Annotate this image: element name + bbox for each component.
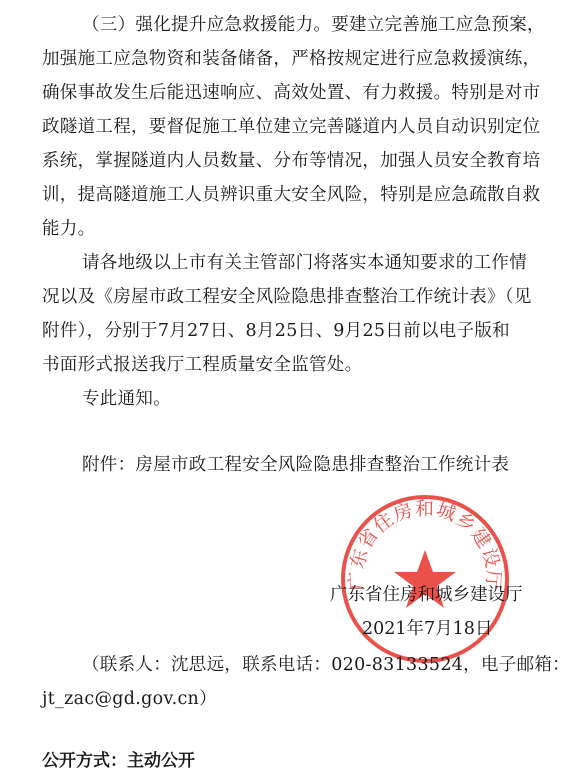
issue-date: 2021年7月18日	[362, 619, 493, 639]
p1-line-6: 训，提高隧道施工人员辨识重大安全风险，特别是应急疏散自救	[42, 185, 541, 205]
p1-line-2: 加强施工应急物资和装备储备，严格按规定进行应急救援演练，	[42, 49, 541, 69]
seal-text: 广东省住房和城乡建设厅	[345, 497, 505, 591]
disclosure-method: 公开方式：主动公开	[42, 751, 195, 771]
p1-line-5: 系统，掌握隧道内人员数量、分布等情况，加强人员安全教育培	[42, 151, 541, 171]
contact-line-1: （联系人：沈思远，联系电话：020-83133524，电子邮箱：	[82, 655, 570, 675]
p2-line-4: 书面形式报送我厅工程质量安全监管处。	[42, 355, 363, 375]
p2-line-1: 请各地级以上市有关主管部门将落实本通知要求的工作情	[82, 253, 527, 273]
attachment-link[interactable]: 附件：房屋市政工程安全风险隐患排查整治工作统计表	[82, 455, 510, 475]
p1-line-4: 政隧道工程，要督促施工单位建立完善隧道内人员自动识别定位	[42, 117, 541, 137]
issuing-organization: 广东省住房和城乡建设厅	[330, 585, 523, 605]
p2-line-3: 附件），分别于7月27日、8月25日、9月25日前以电子版和	[42, 321, 510, 341]
p1-line-3: 确保事故发生后能迅速响应、高效处置、有力救援。特别是对市	[42, 83, 541, 103]
closing-notice: 专此通知。	[82, 389, 171, 409]
p2-line-2: 况以及《房屋市政工程安全风险隐患排查整治工作统计表》（见	[42, 287, 532, 307]
contact-line-2[interactable]: jt_zac@gd.gov.cn）	[42, 689, 217, 709]
p1-line-1: （三）强化提升应急救援能力。要建立完善施工应急预案，	[82, 15, 545, 35]
p1-line-7: 能力。	[42, 219, 96, 239]
